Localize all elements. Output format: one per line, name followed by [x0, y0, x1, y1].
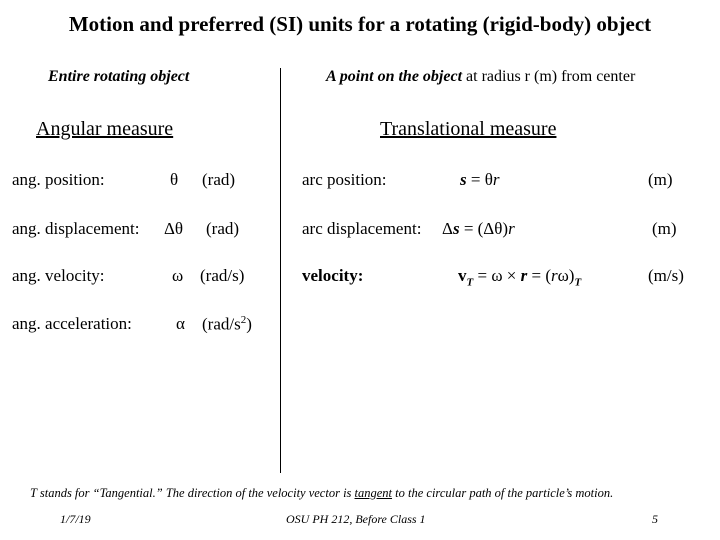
- velocity-var: v: [458, 266, 467, 285]
- arc-position-unit: (m): [648, 170, 673, 189]
- arc-displacement-var: s: [452, 219, 460, 238]
- translational-measure-heading: Translational measure: [380, 118, 557, 140]
- ang-velocity-unit: (rad/s): [200, 266, 245, 285]
- arc-displacement-eq: = (Δθ): [459, 219, 509, 238]
- ang-velocity-label: ang. velocity:: [12, 266, 105, 285]
- velocity-unit: (m/s): [648, 266, 684, 285]
- ang-position-unit: (rad): [202, 170, 236, 189]
- velocity-eq1: = ω ×: [473, 266, 521, 285]
- right-header-tail: (m) from center: [530, 68, 636, 85]
- arc-displacement-unit: (m): [652, 219, 677, 238]
- ang-acceleration-label: ang. acceleration:: [12, 314, 132, 333]
- arc-position-eq: = θ: [466, 170, 493, 189]
- accel-unit-post: ): [246, 314, 252, 334]
- arc-position-label: arc position:: [302, 170, 387, 189]
- footnote-post: to the circular path of the particle’s motion.: [392, 486, 614, 500]
- arc-displacement-formula: [442, 219, 515, 239]
- right-header-rest: at radius: [462, 68, 525, 85]
- angular-measure-heading: Angular measure: [36, 118, 174, 140]
- accel-unit-sup: 2: [240, 314, 247, 326]
- arc-displacement-label: arc displacement:: [302, 219, 422, 238]
- footer-page-number: 5: [652, 512, 658, 526]
- tangential-velocity-formula: [458, 266, 581, 288]
- velocity-eq3: ω): [557, 266, 575, 285]
- left-column-header: Entire rotating object: [48, 68, 190, 85]
- arc-position-var: s: [460, 170, 467, 189]
- ang-position-symbol: θ: [170, 170, 179, 189]
- footer-date: 1/7/19: [60, 512, 91, 526]
- right-column-header: [326, 68, 635, 86]
- ang-displacement-unit: (rad): [206, 219, 240, 238]
- velocity-r-var: r: [520, 266, 528, 285]
- footnote-pre: T stands for “Tangential.” The direction of the velocity vector is: [30, 486, 355, 500]
- ang-acceleration-unit: [202, 314, 252, 335]
- right-header-bold: A point on the object: [326, 68, 463, 85]
- ang-displacement-label: ang. displacement:: [12, 219, 140, 238]
- ang-acceleration-symbol: α: [176, 314, 185, 333]
- velocity-label: velocity:: [302, 266, 364, 285]
- velocity-eq2: = (: [527, 266, 551, 285]
- ang-displacement-symbol: Δθ: [164, 219, 184, 238]
- arc-position-var2: r: [492, 170, 500, 189]
- velocity-subscript2: T: [574, 276, 582, 289]
- ang-velocity-symbol: ω: [172, 266, 184, 285]
- column-divider: [280, 68, 281, 473]
- slide-title: Motion and preferred (SI) units for a rotating (rigid-body) object: [68, 12, 652, 36]
- footnote-underlined: tangent: [354, 486, 393, 500]
- arc-position-formula: [460, 170, 499, 190]
- velocity-subscript: T: [466, 276, 474, 289]
- accel-unit-pre: (rad/s: [202, 314, 241, 334]
- arc-displacement-var2: r: [508, 219, 515, 238]
- velocity-r-var2: r: [550, 266, 558, 285]
- footer-course: OSU PH 212, Before Class 1: [286, 512, 426, 526]
- footnote: [30, 486, 613, 501]
- right-header-var: r: [524, 68, 530, 85]
- arc-displacement-delta: Δ: [442, 219, 453, 238]
- ang-position-label: ang. position:: [12, 170, 105, 189]
